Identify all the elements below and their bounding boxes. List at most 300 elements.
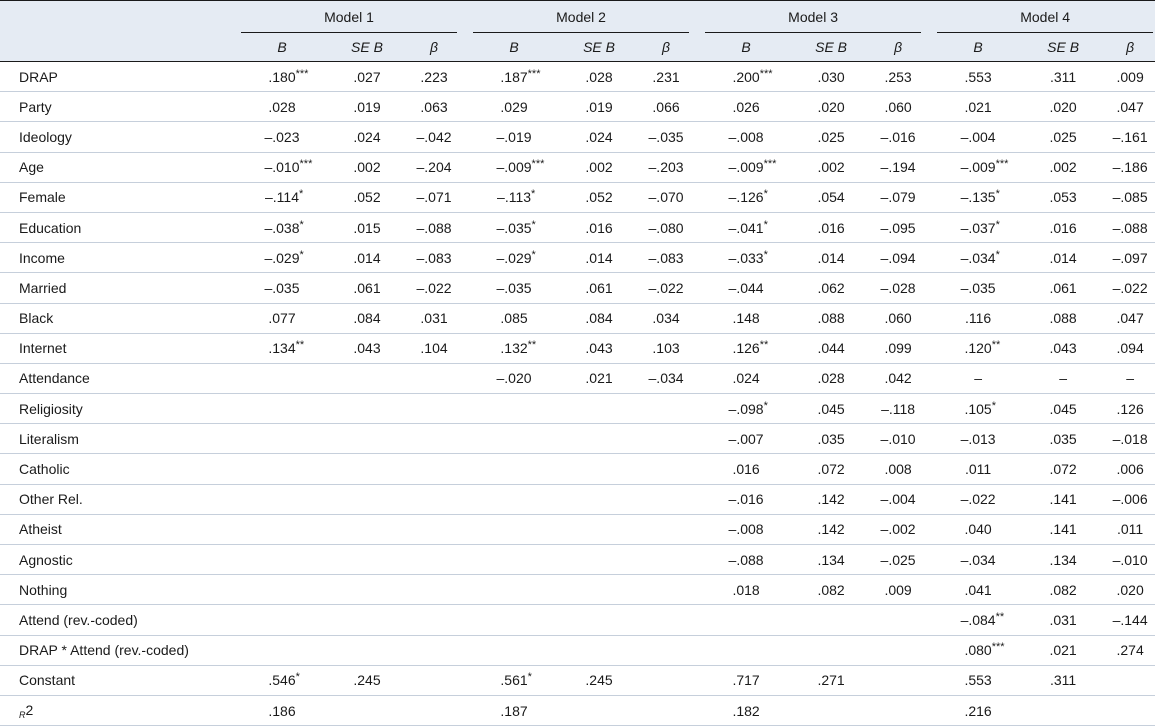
cell-number: –.028 [880, 279, 916, 296]
cell-number: .024 [353, 128, 381, 145]
table-cell [1027, 605, 1099, 635]
significance-stars: * [299, 248, 304, 261]
cell-value [884, 582, 911, 598]
cell-value [420, 310, 447, 326]
table-row [0, 394, 1155, 424]
cell-number: .034 [652, 310, 680, 327]
table-cell [697, 92, 795, 122]
cell-number: –.038 [264, 219, 300, 236]
cell-value [353, 280, 380, 296]
cell-value [1116, 69, 1143, 85]
table-row [0, 484, 1155, 514]
cell-number: .116 [964, 310, 992, 327]
cell-number: .016 [817, 219, 845, 236]
cell-value [961, 552, 996, 568]
cell-number: –.037 [960, 219, 996, 236]
table-cell [331, 273, 403, 303]
table-cell [929, 635, 1027, 665]
cell-value [496, 248, 536, 266]
cell-number: –.118 [881, 400, 916, 417]
table-row [0, 62, 1155, 92]
table-cell [1027, 575, 1099, 605]
cell-number: .021 [585, 370, 613, 387]
table-cell [403, 333, 465, 363]
significance-stars: * [763, 248, 768, 261]
cell-value [817, 672, 844, 688]
table-cell [795, 303, 867, 333]
cell-number: .014 [817, 249, 845, 266]
cell-value [729, 431, 764, 447]
table-cell [1027, 484, 1099, 514]
table-cell [795, 424, 867, 454]
table-row [0, 243, 1155, 273]
cell-value [268, 310, 295, 326]
table-cell [929, 333, 1027, 363]
cell-value [1049, 552, 1076, 568]
table-cell [233, 303, 331, 333]
table-cell [929, 605, 1027, 635]
cell-number: .015 [353, 219, 381, 236]
cell-number: –.018 [1112, 430, 1148, 447]
cell-number: –.144 [1112, 611, 1148, 628]
table-cell [563, 575, 635, 605]
significance-stars: *** [299, 158, 313, 171]
r-squared-subscript: R [19, 709, 26, 720]
cell-number: .021 [964, 98, 992, 115]
table-cell [929, 424, 1027, 454]
table-cell [331, 394, 403, 424]
cell-value [965, 461, 991, 477]
table-cell [331, 62, 403, 92]
cell-number: .553 [964, 68, 992, 85]
table-cell [1027, 273, 1099, 303]
table-cell [403, 484, 465, 514]
table-cell [403, 273, 465, 303]
cell-number: .080 [964, 642, 992, 659]
cell-number: .016 [585, 219, 613, 236]
table-cell [929, 152, 1027, 182]
significance-stars: ** [991, 339, 1001, 352]
table-cell [331, 695, 403, 725]
table-cell [403, 605, 465, 635]
cell-number: –.016 [728, 491, 764, 508]
r-squared-row [0, 695, 1155, 725]
r-squared-label [0, 695, 233, 725]
table-cell [403, 303, 465, 333]
cell-value [585, 250, 612, 266]
cell-value [353, 69, 380, 85]
cell-value [1049, 491, 1076, 507]
table-cell [233, 394, 331, 424]
table-cell [1027, 212, 1099, 242]
table-cell [1099, 665, 1155, 695]
table-cell [331, 152, 403, 182]
table-cell [867, 212, 929, 242]
cell-value [1113, 491, 1148, 507]
table-cell [563, 514, 635, 544]
table-row [0, 514, 1155, 544]
model-1-beta-header: β [403, 33, 465, 62]
cell-number: –.009 [728, 159, 764, 176]
significance-stars: * [531, 218, 536, 231]
cell-value [652, 340, 679, 356]
table-cell [403, 695, 465, 725]
cell-value [881, 220, 916, 236]
cell-value [585, 280, 612, 296]
cell-number: .002 [1049, 159, 1077, 176]
cell-number: – [1059, 370, 1067, 387]
cell-number: .094 [1116, 340, 1144, 357]
cell-value [729, 552, 764, 568]
table-cell [795, 182, 867, 212]
cell-number: .061 [585, 279, 613, 296]
cell-number: .044 [817, 340, 845, 357]
table-row [0, 454, 1155, 484]
cell-number: .020 [1049, 98, 1077, 115]
cell-value [728, 218, 768, 236]
table-cell [403, 363, 465, 393]
cell-value [264, 129, 299, 145]
cell-value [497, 280, 532, 296]
table-cell [331, 484, 403, 514]
cell-value [881, 491, 916, 507]
table-cell [1027, 454, 1099, 484]
model-3-beta-header: β [867, 33, 929, 62]
table-cell [929, 212, 1027, 242]
table-row [0, 605, 1155, 635]
table-cell [331, 92, 403, 122]
cell-value [585, 189, 612, 205]
table-cell [1027, 424, 1099, 454]
cell-value [1116, 642, 1143, 658]
cell-number: .028 [268, 98, 296, 115]
table-cell [867, 514, 929, 544]
table-cell [1027, 665, 1099, 695]
table-cell [465, 605, 563, 635]
table-cell [795, 454, 867, 484]
cell-value [960, 218, 1000, 236]
cell-value [1116, 582, 1143, 598]
cell-value [497, 370, 532, 386]
cell-value [960, 610, 1005, 628]
significance-stars: * [299, 218, 304, 231]
table-cell [635, 514, 697, 544]
table-cell [563, 363, 635, 393]
table-cell [1099, 363, 1155, 393]
table-row [0, 424, 1155, 454]
cell-value [1049, 159, 1076, 175]
table-cell [795, 545, 867, 575]
cell-value [960, 248, 1000, 266]
subheader-corner [0, 33, 233, 62]
table-cell [465, 363, 563, 393]
table-cell [697, 605, 795, 635]
cell-number: .088 [1049, 310, 1077, 327]
r-squared-value: .186 [233, 695, 331, 725]
cell-value [268, 339, 305, 357]
significance-stars: *** [527, 67, 541, 80]
table-cell [563, 454, 635, 484]
table-cell [929, 575, 1027, 605]
cell-number: .047 [1116, 310, 1144, 327]
cell-number: .019 [585, 98, 613, 115]
table-row [0, 212, 1155, 242]
cell-value [729, 280, 764, 296]
cell-number: .245 [353, 672, 381, 689]
cell-value [500, 67, 541, 85]
table-cell [697, 635, 795, 665]
table-cell [867, 575, 929, 605]
cell-value [585, 370, 612, 386]
cell-value [817, 310, 844, 326]
cell-number: .006 [1116, 461, 1144, 478]
cell-value [728, 399, 768, 417]
row-label: Income [0, 243, 233, 273]
cell-value [732, 310, 759, 326]
table-cell [697, 333, 795, 363]
table-cell [635, 333, 697, 363]
table-cell [635, 243, 697, 273]
cell-number: –.022 [960, 491, 996, 508]
cell-value [817, 159, 844, 175]
subheader-row [0, 33, 1155, 62]
significance-stars: *** [531, 158, 545, 171]
cell-number: –.035 [496, 279, 532, 296]
table-cell [1027, 122, 1099, 152]
cell-value [649, 370, 684, 386]
row-label: Age [0, 152, 233, 182]
cell-value [881, 552, 916, 568]
model-3-b-header: B [697, 33, 795, 62]
cell-number: –.035 [648, 128, 684, 145]
table-cell [563, 92, 635, 122]
table-cell [697, 363, 795, 393]
cell-number: –.094 [880, 249, 916, 266]
table-cell [1099, 152, 1155, 182]
cell-number: –.010 [880, 430, 916, 447]
table-cell [465, 454, 563, 484]
model-2-b-header: B [465, 33, 563, 62]
table-cell [1027, 243, 1099, 273]
table-cell [867, 243, 929, 273]
table-cell [697, 182, 795, 212]
cell-number: –.010 [264, 159, 300, 176]
model-1-label: Model 1 [324, 9, 374, 25]
table-cell [331, 122, 403, 152]
cell-number: .134 [1049, 551, 1077, 568]
table-cell [795, 62, 867, 92]
cell-number: .077 [268, 310, 296, 327]
cell-value [353, 340, 380, 356]
cell-value [497, 129, 532, 145]
table-cell [465, 575, 563, 605]
cell-value [1049, 612, 1076, 628]
cell-number: –.020 [496, 370, 532, 387]
model-4-b-header: B [929, 33, 1027, 62]
cell-value [881, 431, 916, 447]
table-cell [635, 575, 697, 605]
cell-number: .028 [585, 68, 613, 85]
model-1-header [233, 1, 465, 34]
cell-value [1059, 370, 1067, 386]
table-cell [403, 665, 465, 695]
cell-number: .231 [652, 68, 680, 85]
cell-number: .043 [353, 340, 381, 357]
row-label: Religiosity [0, 394, 233, 424]
cell-value [884, 69, 911, 85]
r-squared-value: .187 [465, 695, 563, 725]
r-squared-value: .182 [697, 695, 795, 725]
cell-number: .104 [420, 340, 448, 357]
table-cell [465, 182, 563, 212]
table-cell [697, 454, 795, 484]
cell-value [585, 159, 612, 175]
table-cell [563, 394, 635, 424]
cell-number: –.203 [648, 159, 684, 176]
cell-number: –.035 [960, 279, 996, 296]
cell-number: –.204 [416, 159, 452, 176]
cell-value [264, 158, 313, 176]
table-cell [233, 243, 331, 273]
table-cell [403, 152, 465, 182]
cell-number: –.083 [416, 249, 452, 266]
table-cell [233, 212, 331, 242]
cell-number: .043 [1049, 340, 1077, 357]
cell-number: –.088 [416, 219, 452, 236]
table-cell [1027, 394, 1099, 424]
significance-stars: * [995, 188, 1000, 201]
cell-number: .103 [652, 340, 680, 357]
cell-number: –.019 [496, 128, 532, 145]
table-cell [795, 243, 867, 273]
cell-number: .061 [1049, 279, 1077, 296]
cell-value [964, 339, 1001, 357]
table-cell [929, 484, 1027, 514]
cell-number: .016 [1049, 219, 1077, 236]
table-cell [929, 122, 1027, 152]
cell-value [585, 129, 612, 145]
table-cell [403, 212, 465, 242]
cell-number: .546 [268, 672, 296, 689]
cell-value [1049, 521, 1076, 537]
table-cell [1027, 514, 1099, 544]
table-cell [403, 514, 465, 544]
cell-number: –.008 [728, 128, 764, 145]
table-cell [795, 212, 867, 242]
table-row [0, 665, 1155, 695]
significance-stars: ** [295, 339, 305, 352]
cell-value [1113, 189, 1148, 205]
cell-number: –.088 [728, 551, 764, 568]
cell-number: .026 [732, 98, 760, 115]
cell-number: .187 [500, 68, 528, 85]
cell-value [732, 582, 759, 598]
table-cell [465, 273, 563, 303]
cell-number: .063 [420, 98, 448, 115]
cell-value [649, 129, 684, 145]
table-cell [1027, 92, 1099, 122]
table-cell [563, 545, 635, 575]
cell-number: .132 [500, 340, 528, 357]
cell-number: –.070 [648, 189, 684, 206]
table-cell [697, 212, 795, 242]
cell-value [353, 250, 380, 266]
cell-number: .029 [500, 98, 528, 115]
table-row [0, 92, 1155, 122]
table-cell [867, 92, 929, 122]
table-cell [563, 484, 635, 514]
cell-value [732, 370, 759, 386]
cell-number: –.006 [1112, 491, 1148, 508]
significance-stars: * [531, 248, 536, 261]
cell-number: .041 [964, 581, 992, 598]
table-cell [563, 152, 635, 182]
cell-number: –.194 [880, 159, 916, 176]
table-cell [403, 62, 465, 92]
table-cell [795, 484, 867, 514]
r-squared-value: .216 [929, 695, 1027, 725]
cell-value [496, 218, 536, 236]
table-row [0, 303, 1155, 333]
cell-number: .014 [353, 249, 381, 266]
cell-number: .045 [817, 400, 845, 417]
cell-number: .011 [964, 461, 992, 478]
cell-value [817, 521, 844, 537]
significance-stars: * [763, 399, 768, 412]
table-cell [635, 212, 697, 242]
table-cell [635, 484, 697, 514]
cell-number: .020 [1116, 581, 1144, 598]
cell-value [817, 552, 844, 568]
cell-value [416, 159, 451, 175]
cell-value [817, 582, 844, 598]
cell-value [817, 461, 844, 477]
cell-value [500, 310, 527, 326]
significance-stars: * [299, 188, 304, 201]
cell-value [1049, 129, 1076, 145]
table-body [0, 62, 1155, 726]
cell-number: –.034 [960, 551, 996, 568]
table-cell [929, 545, 1027, 575]
cell-number: .274 [1116, 642, 1144, 659]
cell-number: .088 [817, 310, 845, 327]
cell-number: .066 [652, 98, 680, 115]
cell-number: .053 [1049, 189, 1077, 206]
table-cell [867, 333, 929, 363]
cell-number: .134 [268, 340, 296, 357]
cell-number: –.161 [1112, 128, 1148, 145]
table-cell [1099, 394, 1155, 424]
table-cell [233, 484, 331, 514]
table-cell [403, 394, 465, 424]
table-row [0, 152, 1155, 182]
cell-value [1116, 340, 1143, 356]
table-cell [867, 62, 929, 92]
table-cell [465, 92, 563, 122]
cell-number: .180 [268, 68, 296, 85]
cell-value [817, 99, 844, 115]
cell-value [964, 641, 1005, 659]
cell-value [353, 129, 380, 145]
table-cell [403, 424, 465, 454]
cell-value [649, 189, 684, 205]
table-cell [1099, 243, 1155, 273]
table-cell [697, 484, 795, 514]
table-cell [929, 273, 1027, 303]
cell-value [729, 491, 764, 507]
table-cell [635, 545, 697, 575]
cell-value [652, 69, 679, 85]
